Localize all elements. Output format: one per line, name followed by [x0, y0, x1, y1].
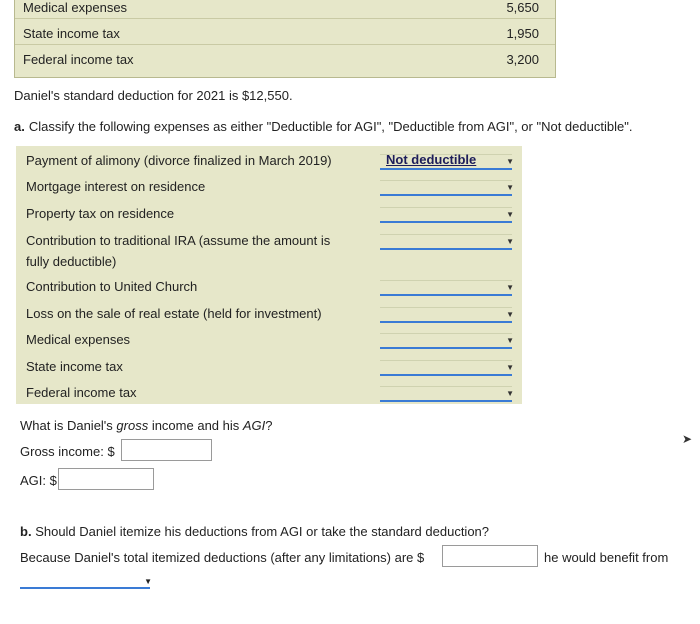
expense-label: Federal income tax: [26, 385, 137, 400]
classification-select[interactable]: [380, 207, 512, 223]
chevron-down-icon: ▼: [506, 210, 514, 219]
classification-select[interactable]: [380, 307, 512, 323]
question-text: What is Daniel's: [20, 418, 117, 433]
expense-label: Medical expenses: [26, 332, 131, 347]
expense-label: Loss on the sale of real estate (held for investment): [26, 306, 322, 321]
expense-label: Contribution to traditional IRA (assume the amount is fully deductible): [26, 233, 331, 269]
classification-select[interactable]: [380, 360, 512, 376]
expense-label: State income tax: [26, 359, 123, 374]
chevron-down-icon: ▼: [506, 363, 514, 372]
classification-select[interactable]: [380, 280, 512, 296]
agi-input[interactable]: [58, 468, 154, 490]
selected-value: Not deductible: [386, 152, 477, 167]
gross-income-line: [20, 444, 115, 459]
classification-select[interactable]: [380, 154, 512, 170]
row-value: 5,650: [506, 0, 539, 15]
chevron-down-icon: ▼: [506, 183, 514, 192]
because-prefix: Because Daniel's total itemized deductions (after any limitations) are: [20, 550, 414, 565]
benefit-select[interactable]: [20, 575, 150, 589]
itemized-deductions-input[interactable]: [442, 545, 538, 567]
part-a-letter: a.: [14, 119, 25, 134]
row-value: 3,200: [506, 52, 539, 67]
classification-select[interactable]: [380, 180, 512, 196]
currency-symbol: $: [107, 444, 115, 459]
agi-line: [20, 473, 57, 488]
classification-select[interactable]: [380, 234, 512, 250]
mouse-cursor-icon: ➤: [682, 432, 693, 446]
standard-deduction-text: Daniel's standard deduction for 2021 is $12,550.: [14, 88, 293, 103]
chevron-down-icon: ▼: [506, 389, 514, 398]
row-label: Federal income tax: [23, 52, 134, 67]
classification-select[interactable]: [380, 333, 512, 349]
currency-symbol: $: [49, 473, 57, 488]
question-text: income and his: [148, 418, 243, 433]
table-row: [15, 45, 555, 71]
chevron-down-icon: ▼: [506, 283, 514, 292]
part-b-letter: b.: [20, 524, 32, 539]
expense-label: Property tax on residence: [26, 206, 175, 221]
row-value: 1,950: [506, 26, 539, 41]
chevron-down-icon: ▼: [506, 237, 514, 246]
part-a-text: Classify the following expenses as either "Deductible for AGI", "Deductible from AGI", or "Not deductible".: [28, 119, 633, 134]
table-row: [15, 19, 555, 45]
part-b-text: Should Daniel itemize his deductions from AGI or take the standard deduction?: [35, 524, 490, 539]
gross-income-label: Gross income:: [20, 444, 104, 459]
classification-table: [16, 146, 522, 404]
agi-label: AGI:: [20, 473, 47, 488]
table-row: [15, 0, 555, 19]
income-question: [20, 418, 273, 433]
chevron-down-icon: ▼: [506, 157, 514, 166]
gross-income-input[interactable]: [121, 439, 212, 461]
question-emphasis: AGI: [242, 418, 266, 433]
row-label: State income tax: [23, 26, 120, 41]
question-emphasis: gross: [116, 418, 149, 433]
classification-select[interactable]: [380, 386, 512, 402]
part-a-instruction: [14, 119, 632, 134]
part-b-question: [20, 524, 489, 539]
question-text: ?: [265, 418, 273, 433]
expense-label: Payment of alimony (divorce finalized in March 2019): [26, 153, 332, 168]
expense-summary-table: [14, 0, 556, 78]
currency-symbol: $: [417, 550, 425, 565]
chevron-down-icon: ▼: [144, 577, 152, 586]
expense-label: Mortgage interest on residence: [26, 179, 206, 194]
chevron-down-icon: ▼: [506, 310, 514, 319]
because-suffix: he would benefit from: [544, 550, 669, 565]
expense-label: Contribution to United Church: [26, 279, 198, 294]
chevron-down-icon: ▼: [506, 336, 514, 345]
row-label: Medical expenses: [23, 0, 128, 15]
